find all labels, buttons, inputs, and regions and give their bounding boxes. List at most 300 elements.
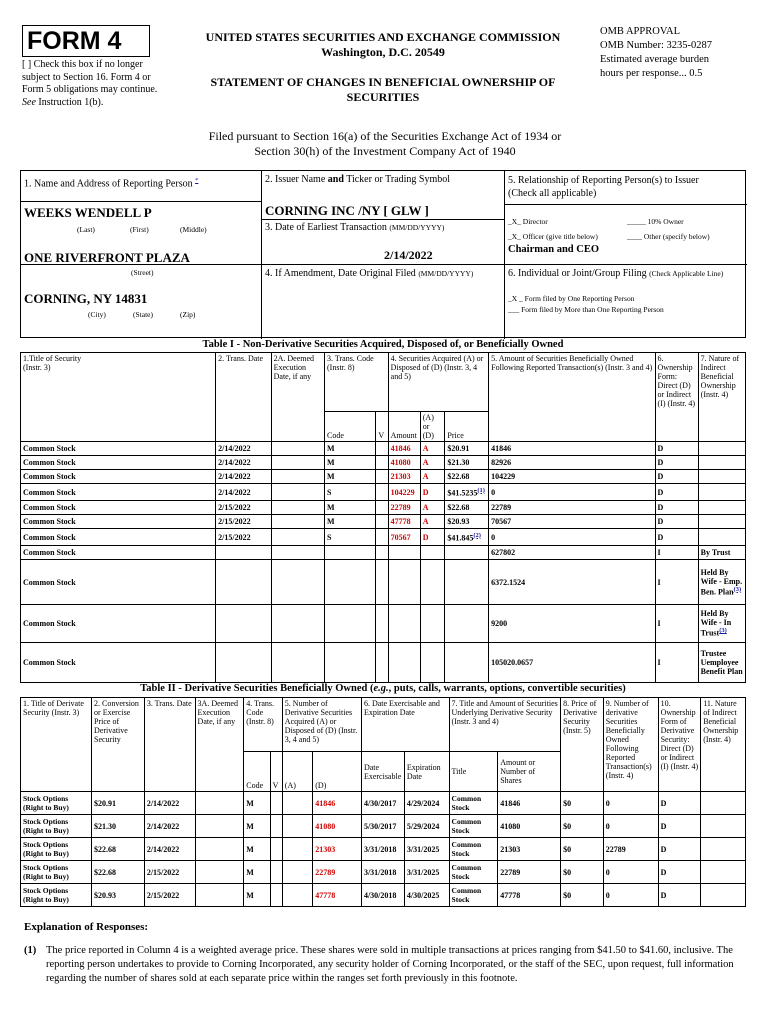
other-checkbox[interactable]: ____ Other (specify below): [627, 232, 710, 241]
trans-code: M: [325, 515, 376, 529]
a-or-d: A: [420, 501, 445, 515]
amount: 21303: [388, 470, 420, 484]
table-row: [21, 815, 746, 838]
trans-date: 2/14/2022: [216, 456, 271, 470]
conversion-price: $22.68: [92, 838, 145, 861]
sub-expiration-date: Expiration Date: [404, 752, 449, 792]
agency-heading: [178, 30, 588, 60]
nature-ownership: [698, 484, 745, 501]
table-row: [21, 643, 746, 683]
acquired-a: [282, 884, 312, 907]
trans-date: 2/14/2022: [216, 484, 271, 501]
trans-code: [325, 605, 376, 643]
reporting-person-name: WEEKS WENDELL P: [24, 205, 152, 220]
amount: 104229: [388, 484, 420, 501]
sub-code: Code: [325, 412, 376, 442]
col-deemed-date: 3A. Deemed Execution Date, if any: [195, 698, 244, 792]
v-flag: [376, 529, 388, 546]
v-flag: [376, 605, 388, 643]
deemed-date: [195, 792, 244, 815]
nature-ownership: By Trust: [698, 546, 745, 560]
asterisk-link[interactable]: *: [195, 177, 199, 184]
derivative-title: Stock Options (Right to Buy): [21, 838, 92, 861]
amount-owned: 0: [489, 529, 655, 546]
table-row: [21, 546, 746, 560]
trans-date: 2/14/2022: [216, 470, 271, 484]
nature-ownership: Trustee Uemployee Benefit Plan: [698, 643, 745, 683]
nature-ownership: Held By Wife - In Trust$^{(3)}$: [698, 605, 745, 643]
derivative-price: $0: [561, 861, 604, 884]
trans-date: 2/14/2022: [144, 815, 195, 838]
trans-date: 2/15/2022: [144, 884, 195, 907]
v-flag: [376, 456, 388, 470]
sub-amount: Amount: [388, 412, 420, 442]
filed-line-2: Section 30(h) of the Investment Company Act of 1940: [254, 144, 516, 158]
reporting-info-grid: [20, 170, 746, 338]
sub-date-exercisable: Date Exercisable: [361, 752, 404, 792]
box2-label: [265, 174, 450, 185]
acquired-a: [282, 838, 312, 861]
ownership-form: D: [655, 470, 698, 484]
v-flag: [376, 515, 388, 529]
sub-a: (A): [282, 752, 312, 792]
sub-title: Title: [449, 752, 498, 792]
a-or-d: A: [420, 456, 445, 470]
derivative-title: Stock Options (Right to Buy): [21, 884, 92, 907]
v-flag: [376, 560, 388, 605]
price: [445, 546, 489, 560]
trans-date: 2/14/2022: [216, 442, 271, 456]
one-person-checkbox[interactable]: _X _ Form filed by One Reporting Person: [508, 294, 635, 303]
amount: [388, 560, 420, 605]
multiple-persons-checkbox[interactable]: ___ Form filed by More than One Reporting Person: [508, 305, 664, 314]
box4-label: [265, 268, 473, 279]
nature-ownership: [701, 861, 746, 884]
box6-label-text: 6. Individual or Joint/Group Filing: [508, 268, 647, 279]
derivative-price: $0: [561, 884, 604, 907]
statement-line-2: SECURITIES: [346, 90, 420, 104]
amount-owned: 6372.1524: [489, 560, 655, 605]
issuer-name: CORNING INC /NY [ GLW ]: [265, 203, 429, 218]
divider: [504, 204, 747, 205]
amount-owned: 0: [489, 484, 655, 501]
instruction-label: Instruction 1(b).: [38, 96, 104, 108]
disposed-d: 47778: [313, 884, 362, 907]
box5-label: [508, 174, 699, 200]
trans-code: [325, 546, 376, 560]
security-title: Common Stock: [21, 546, 216, 560]
deemed-date: [195, 861, 244, 884]
underlying-title: Common Stock: [449, 792, 498, 815]
street-label: (Street): [131, 268, 154, 277]
a-or-d: [420, 605, 445, 643]
amount-owned: 104229: [489, 470, 655, 484]
acquired-a: [282, 815, 312, 838]
sub-v: V: [270, 752, 282, 792]
date-exercisable: 4/30/2017: [361, 792, 404, 815]
footnote-1: [24, 944, 736, 986]
ownership-form: D: [655, 484, 698, 501]
underlying-amount: 41080: [498, 815, 561, 838]
box3-format: (MM/DD/YYYY): [389, 223, 445, 232]
divider: [261, 219, 504, 220]
col-security-title: 1.Title of Security (Instr. 3): [21, 353, 216, 442]
table-row: [21, 515, 746, 529]
table2-title: [20, 683, 746, 694]
trans-code: M: [325, 442, 376, 456]
expiration-date: 5/29/2024: [404, 815, 449, 838]
table-row: [21, 792, 746, 815]
table2-title-post: , puts, calls, warrants, options, convertible securities): [388, 683, 626, 694]
table-row: [21, 861, 746, 884]
box4-label-text: 4. If Amendment, Date Original Filed: [265, 268, 416, 279]
sub-a-or-d: (A) or (D): [420, 412, 445, 442]
table-row: [21, 484, 746, 501]
underlying-amount: 22789: [498, 861, 561, 884]
table-row: [21, 442, 746, 456]
box2-label-pre: 2. Issuer Name: [265, 174, 328, 185]
trans-date: [216, 643, 271, 683]
col-nature-ownership: 7. Nature of Indirect Beneficial Ownership (Instr. 4): [698, 353, 745, 442]
underlying-title: Common Stock: [449, 861, 498, 884]
v-flag: [376, 501, 388, 515]
footnote-number: (1): [24, 945, 37, 956]
amount-owned: 22789: [489, 501, 655, 515]
amount: [388, 605, 420, 643]
v-flag: [376, 546, 388, 560]
ownership-form: I: [655, 643, 698, 683]
amount-owned: 41846: [489, 442, 655, 456]
disposed-d: 41080: [313, 815, 362, 838]
officer-title: Chairman and CEO: [508, 244, 600, 255]
security-title: Common Stock: [21, 442, 216, 456]
table2-title-pre: Table II - Derivative Securities Beneficially Owned (: [140, 683, 374, 694]
sub-price: Price: [445, 412, 489, 442]
nature-ownership: [698, 456, 745, 470]
number-owned: 0: [603, 861, 658, 884]
derivative-title: Stock Options (Right to Buy): [21, 792, 92, 815]
box1-label: [24, 177, 198, 189]
deemed-date: [271, 470, 324, 484]
ownership-form: D: [655, 515, 698, 529]
security-title: Common Stock: [21, 529, 216, 546]
trans-code: M: [244, 884, 270, 907]
expiration-date: 4/30/2025: [404, 884, 449, 907]
nature-ownership: [698, 501, 745, 515]
security-title: Common Stock: [21, 605, 216, 643]
col-securities-acquired: 4. Securities Acquired (A) or Disposed of (D) (Instr. 3, 4 and 5): [388, 353, 488, 412]
omb-approval-label: OMB APPROVAL: [600, 26, 681, 37]
ownership-form: D: [658, 815, 701, 838]
deemed-date: [271, 605, 324, 643]
statement-heading: [178, 75, 588, 105]
checkbox-label: [ ] Check this box if no longer subject to Section 16. Form 4 or Form 5 obligations may continue.: [22, 59, 158, 95]
derivative-price: $0: [561, 792, 604, 815]
trans-date: 2/14/2022: [144, 792, 195, 815]
trans-code: S: [325, 484, 376, 501]
trans-code: M: [244, 861, 270, 884]
v-flag: [376, 643, 388, 683]
disposed-d: 41846: [313, 792, 362, 815]
agency-line-2: Washington, D.C. 20549: [321, 45, 445, 59]
agency-line-1: UNITED STATES SECURITIES AND EXCHANGE COMMISSION: [205, 30, 561, 44]
table1-body: [21, 442, 746, 683]
acquired-a: [282, 861, 312, 884]
v-flag: [376, 484, 388, 501]
nature-ownership: [701, 792, 746, 815]
date-exercisable: 4/30/2018: [361, 884, 404, 907]
underlying-title: Common Stock: [449, 838, 498, 861]
nature-ownership: [698, 470, 745, 484]
amount: [388, 643, 420, 683]
table-row: [21, 456, 746, 470]
v-flag: [376, 470, 388, 484]
omb-number: OMB Number: 3235-0287: [600, 40, 712, 51]
security-title: Common Stock: [21, 560, 216, 605]
city-state-zip: CORNING, NY 14831: [24, 291, 148, 306]
amount-owned: 9200: [489, 605, 655, 643]
price: $21.30: [445, 456, 489, 470]
col-number-derivative: 5. Number of Derivative Securities Acquired (A) or Disposed of (D) (Instr. 3, 4 and 5): [282, 698, 361, 752]
filed-line-1: Filed pursuant to Section 16(a) of the Securities Exchange Act of 1934 or: [208, 129, 562, 143]
trans-code: M: [325, 470, 376, 484]
date-exercisable: 3/31/2018: [361, 838, 404, 861]
price: $41.5235$^{(1)}$: [445, 484, 489, 501]
trans-code: M: [244, 815, 270, 838]
sub-code: Code: [244, 752, 270, 792]
ownership-form: I: [655, 560, 698, 605]
a-or-d: A: [420, 442, 445, 456]
a-or-d: D: [420, 484, 445, 501]
trans-date: [216, 605, 271, 643]
explanation-title: Explanation of Responses:: [24, 921, 149, 933]
city-label: (City): [88, 310, 106, 319]
trans-code: M: [244, 792, 270, 815]
trans-date: 2/15/2022: [216, 515, 271, 529]
footnote-link[interactable]: (3): [733, 585, 742, 593]
price: [445, 643, 489, 683]
derivative-table: [20, 697, 746, 907]
nature-ownership: [701, 838, 746, 861]
price: $22.68: [445, 470, 489, 484]
table1-title: Table I - Non-Derivative Securities Acquired, Disposed of, or Beneficially Owned: [202, 339, 564, 350]
col-conversion-price: 2. Conversion or Exercise Price of Derivative Security: [92, 698, 145, 792]
deemed-date: [271, 501, 324, 515]
divider: [21, 201, 261, 202]
acquired-a: [282, 792, 312, 815]
security-title: Common Stock: [21, 501, 216, 515]
number-owned: 0: [603, 884, 658, 907]
footnote-link[interactable]: (3): [719, 627, 727, 635]
table2-title-em: e.g.: [373, 683, 389, 694]
derivative-title: Stock Options (Right to Buy): [21, 815, 92, 838]
table-row: [21, 838, 746, 861]
col-ownership-form: 10. Ownership Form of Derivative Security: Direct (D) or Indirect (I) (Instr. 4): [658, 698, 701, 792]
deemed-date: [195, 884, 244, 907]
table-row: [21, 884, 746, 907]
trans-code: S: [325, 529, 376, 546]
filed-pursuant-text: [100, 129, 670, 159]
deemed-date: [271, 546, 324, 560]
price: $22.68: [445, 501, 489, 515]
omb-approval-block: [600, 25, 765, 81]
conversion-price: $21.30: [92, 815, 145, 838]
footnote-text: The price reported in Column 4 is a weighted average price. These shares were sold in multiple transactions at prices ranging from $41.50 to $41.60, inclusive. The reporting person undertakes to provide to Corning Incorporated, any security holder of Corning Incorporated, or the staff of the SEC, upon request, full information regarding the number of shares sold at each separate price within the ranges set forth previously in this footnote.: [46, 945, 734, 984]
table-row: [21, 470, 746, 484]
trans-code: [325, 560, 376, 605]
derivative-price: $0: [561, 838, 604, 861]
see-label: See: [22, 96, 36, 108]
a-or-d: [420, 560, 445, 605]
earliest-transaction-date: 2/14/2022: [384, 248, 433, 262]
amount: 41846: [388, 442, 420, 456]
amount: 70567: [388, 529, 420, 546]
a-or-d: [420, 643, 445, 683]
box5-label-line-1: 5. Relationship of Reporting Person(s) to Issuer: [508, 175, 699, 186]
officer-checkbox[interactable]: _X_ Officer (give title below): [508, 232, 598, 241]
box6-note: (Check Applicable Line): [649, 269, 724, 278]
ownership-form: I: [655, 605, 698, 643]
deemed-date: [271, 529, 324, 546]
table-row: [21, 605, 746, 643]
underlying-title: Common Stock: [449, 815, 498, 838]
expiration-date: 3/31/2025: [404, 861, 449, 884]
footnote-link[interactable]: (2): [473, 531, 481, 539]
underlying-title: Common Stock: [449, 884, 498, 907]
trans-date: 2/15/2022: [144, 861, 195, 884]
ownership-form: D: [655, 456, 698, 470]
security-title: Common Stock: [21, 456, 216, 470]
col-ownership-form: 6. Ownership Form: Direct (D) or Indirect (I) (Instr. 4): [655, 353, 698, 442]
deemed-date: [271, 560, 324, 605]
table2-body: [21, 792, 746, 907]
amount: [388, 546, 420, 560]
no-longer-subject-checkbox[interactable]: [22, 59, 172, 109]
a-or-d: [420, 546, 445, 560]
zip-label: (Zip): [180, 310, 196, 319]
last-label: (Last): [77, 225, 95, 234]
nature-ownership: [698, 515, 745, 529]
col-trans-code: 4. Trans. Code (Instr. 8): [244, 698, 283, 752]
amount-owned: 105020.0657: [489, 643, 655, 683]
street-address: ONE RIVERFRONT PLAZA: [24, 250, 190, 265]
price: [445, 605, 489, 643]
security-title: Common Stock: [21, 484, 216, 501]
table-row: [21, 529, 746, 546]
ownership-form: I: [655, 546, 698, 560]
trans-code: M: [325, 501, 376, 515]
security-title: Common Stock: [21, 470, 216, 484]
col-exercisable-expiration: 6. Date Exercisable and Expiration Date: [361, 698, 449, 752]
ten-percent-owner-checkbox[interactable]: _____ 10% Owner: [627, 217, 684, 226]
state-label: (State): [133, 310, 153, 319]
col-deemed-date: 2A. Deemed Execution Date, if any: [271, 353, 324, 442]
ownership-form: D: [655, 501, 698, 515]
price: $20.91: [445, 442, 489, 456]
security-title: Common Stock: [21, 643, 216, 683]
expiration-date: 3/31/2025: [404, 838, 449, 861]
nature-ownership: [701, 815, 746, 838]
trans-date: 2/15/2022: [216, 501, 271, 515]
ownership-form: D: [655, 529, 698, 546]
deemed-date: [195, 815, 244, 838]
col-trans-date: 3. Trans. Date: [144, 698, 195, 792]
expiration-date: 4/29/2024: [404, 792, 449, 815]
nature-ownership: [698, 442, 745, 456]
sub-v: V: [376, 412, 388, 442]
box5-label-line-2: (Check all applicable): [508, 188, 597, 199]
number-owned: 0: [603, 815, 658, 838]
amount-owned: 70567: [489, 515, 655, 529]
first-label: (First): [130, 225, 149, 234]
divider: [261, 171, 262, 339]
v-flag: [270, 884, 282, 907]
v-flag: [376, 442, 388, 456]
amount: 47778: [388, 515, 420, 529]
derivative-title: Stock Options (Right to Buy): [21, 861, 92, 884]
col-trans-code: 3. Trans. Code (Instr. 8): [325, 353, 389, 412]
box2-label-post: Ticker or Trading Symbol: [343, 174, 451, 185]
ownership-form: D: [655, 442, 698, 456]
box3-label: [265, 222, 444, 233]
box6-label: [508, 268, 723, 279]
amount-owned: 627802: [489, 546, 655, 560]
nature-ownership: Held By Wife - Emp. Ben. Plan$^{(3)}$: [698, 560, 745, 605]
col-nature-ownership: 11. Nature of Indirect Beneficial Ownership (Instr. 4): [701, 698, 746, 792]
divider: [261, 264, 747, 265]
amount-owned: 82926: [489, 456, 655, 470]
a-or-d: A: [420, 515, 445, 529]
director-checkbox[interactable]: _X_ Director: [508, 217, 548, 226]
date-exercisable: 5/30/2017: [361, 815, 404, 838]
footnote-link[interactable]: (1): [477, 486, 485, 494]
ownership-form: D: [658, 884, 701, 907]
trans-date: 2/15/2022: [216, 529, 271, 546]
box4-format: (MM/DD/YYYY): [418, 269, 474, 278]
price: $20.93: [445, 515, 489, 529]
col-derivative-price: 8. Price of Derivative Security (Instr. 5): [561, 698, 604, 792]
deemed-date: [195, 838, 244, 861]
statement-line-1: STATEMENT OF CHANGES IN BENEFICIAL OWNERSHIP OF: [210, 75, 556, 89]
col-derivative-title: 1. Title of Derivate Security (Instr. 3): [21, 698, 92, 792]
conversion-price: $20.91: [92, 792, 145, 815]
number-owned: 22789: [603, 838, 658, 861]
underlying-amount: 47778: [498, 884, 561, 907]
sub-d: (D): [313, 752, 362, 792]
deemed-date: [271, 456, 324, 470]
a-or-d: D: [420, 529, 445, 546]
price: [445, 560, 489, 605]
col-trans-date: 2. Trans. Date: [216, 353, 271, 442]
underlying-amount: 21303: [498, 838, 561, 861]
omb-burden-line-2: hours per response... 0.5: [600, 68, 703, 79]
conversion-price: $22.68: [92, 861, 145, 884]
nature-ownership: [698, 529, 745, 546]
trans-code: [325, 643, 376, 683]
deemed-date: [271, 442, 324, 456]
amount: 41080: [388, 456, 420, 470]
middle-label: (Middle): [180, 225, 207, 234]
amount: 22789: [388, 501, 420, 515]
box1-label-text: 1. Name and Address of Reporting Person: [24, 178, 193, 190]
v-flag: [270, 861, 282, 884]
deemed-date: [271, 643, 324, 683]
ownership-form: D: [658, 861, 701, 884]
trans-date: [216, 560, 271, 605]
col-amount-owned: 5. Amount of Securities Beneficially Owned Following Reported Transaction(s) (Instr. 3 and 4): [489, 353, 655, 442]
price: $41.845$^{(2)}$: [445, 529, 489, 546]
a-or-d: A: [420, 470, 445, 484]
